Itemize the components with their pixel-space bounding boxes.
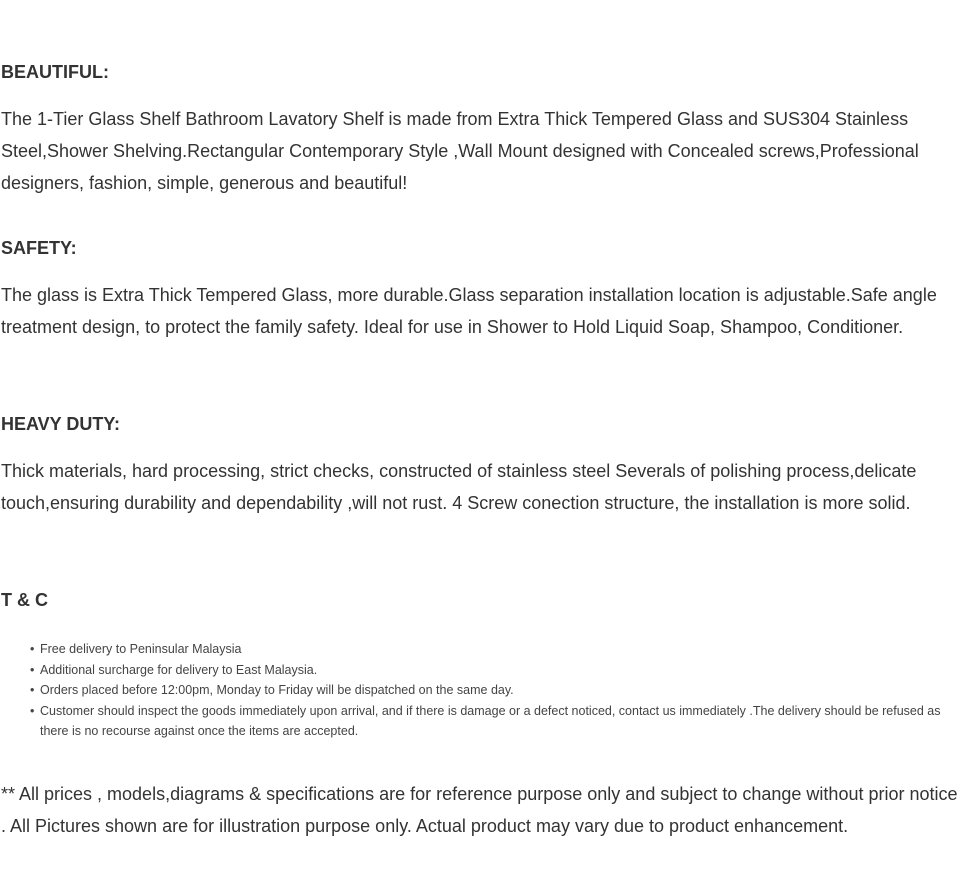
terms-item-text: Customer should inspect the goods immediately upon arrival, and if there is damage or a defect noticed, contact us immediately .The delivery should be refused as there is no recourse against once the items are accepted.	[40, 703, 941, 738]
paragraph-safety: The glass is Extra Thick Tempered Glass, more durable.Glass separation installation location is adjustable.Safe angle treatment design, to protect the family safety. Ideal for use in Shower to Hold Liquid Soap, Shampoo, Conditioner.	[1, 285, 937, 337]
terms-item-text: Free delivery to Peninsular Malaysia	[40, 642, 242, 656]
bullet-icon: •	[30, 683, 35, 697]
bullet-icon: •	[30, 662, 35, 677]
heading-beautiful: BEAUTIFUL:	[1, 62, 109, 82]
paragraph-heavy-duty: Thick materials, hard processing, strict checks, constructed of stainless steel Severals of polishing process,delicate touch,ensuring durability and dependability ,will not rust. 4 Screw conection structure, the installation is more solid.	[1, 461, 917, 513]
terms-list-item	[30, 701, 960, 742]
heading-safety: SAFETY:	[1, 238, 77, 258]
terms-list-item	[30, 660, 960, 681]
heading-heavy-duty: HEAVY DUTY:	[1, 414, 121, 434]
heading-terms: T & C	[1, 590, 48, 610]
terms-list	[30, 639, 960, 742]
paragraph-beautiful: The 1-Tier Glass Shelf Bathroom Lavatory Shelf is made from Extra Thick Tempered Glass and SUS304 Stainless Steel,Shower Shelving.Rectangular Contemporary Style ,Wall Mount designed with Concealed screws,Professional designers, fashion, simple, generous and beautiful!	[1, 109, 919, 193]
disclaimer-notice: ** All prices , models,diagrams & specifications are for reference purpose only and subject to change without prior notice . All Pictures shown are for illustration purpose only. Actual product may vary due to product enhancement.	[1, 784, 958, 836]
terms-item-text: Additional surcharge for delivery to East Malaysia.	[40, 662, 318, 677]
terms-list-item	[30, 639, 960, 660]
terms-item-text: Orders placed before 12:00pm, Monday to Friday will be dispatched on the same day.	[40, 683, 514, 697]
terms-list-item	[30, 680, 960, 701]
bullet-icon: •	[30, 642, 35, 656]
bullet-icon: •	[30, 703, 35, 718]
